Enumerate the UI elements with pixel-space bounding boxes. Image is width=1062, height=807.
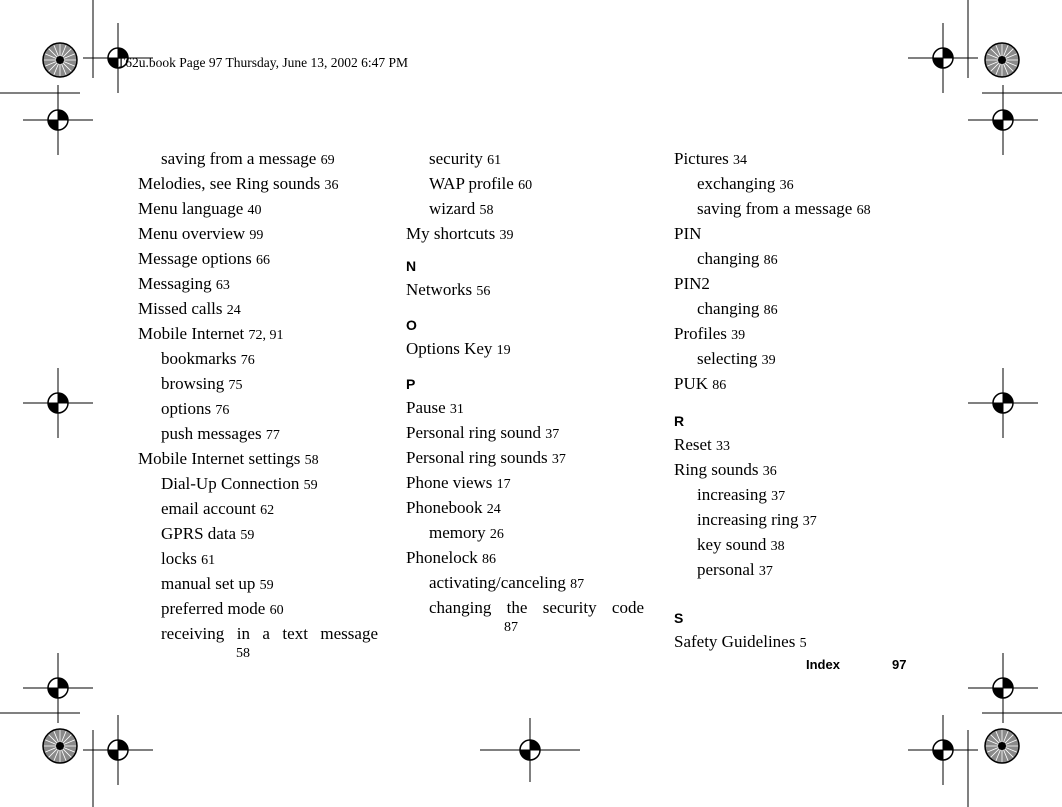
entry-term: Menu language [138, 199, 244, 218]
entry-term: Menu overview [138, 224, 246, 243]
registration-mark-icon [968, 85, 1038, 155]
index-entry [674, 508, 924, 533]
entry-term: bookmarks [161, 349, 237, 368]
entry-term: Ring sounds [674, 460, 759, 479]
entry-page: 17 [496, 477, 511, 492]
entry-page: 37 [758, 564, 773, 579]
entry-page: 87 [504, 620, 518, 635]
entry-term: saving from a message [161, 149, 317, 168]
index-entry [406, 197, 644, 222]
index-column-3 [674, 147, 924, 655]
entry-page: 63 [215, 278, 230, 293]
entry-term: increasing [697, 485, 767, 504]
entry-page: 26 [489, 527, 504, 542]
entry-term: preferred mode [161, 599, 266, 618]
entry-page: 62 [260, 503, 275, 518]
index-entry [138, 472, 378, 497]
index-entry [138, 397, 378, 422]
index-entry [406, 521, 644, 546]
index-entry [406, 471, 644, 496]
entry-page: 99 [249, 228, 264, 243]
index-entry [674, 197, 924, 222]
index-entry [674, 222, 924, 247]
entry-term: Reset [674, 435, 712, 454]
index-entry [674, 297, 924, 322]
color-wheel-icon [43, 43, 77, 77]
entry-page: 77 [265, 428, 280, 443]
entry-term: selecting [697, 349, 758, 368]
entry-term: browsing [161, 374, 225, 393]
index-entry [406, 446, 644, 471]
index-entry [138, 422, 378, 447]
entry-term: WAP profile [429, 174, 514, 193]
entry-page: 59 [303, 478, 318, 493]
entry-page: 68 [856, 203, 871, 218]
index-entry [138, 222, 378, 247]
index-entry [138, 197, 378, 222]
registration-mark-icon [480, 718, 580, 782]
entry-term: locks [161, 549, 197, 568]
entry-page: 86 [763, 303, 778, 318]
entry-term: changing [697, 249, 760, 268]
section-letter: N [406, 258, 417, 274]
index-entry [138, 547, 378, 572]
entry-page: 58 [479, 203, 494, 218]
entry-term: wizard [429, 199, 476, 218]
index-entry [138, 447, 378, 472]
entry-page: 5 [799, 636, 807, 651]
entry-page: 86 [712, 378, 727, 393]
entry-term: key sound [697, 535, 767, 554]
index-entry [138, 147, 378, 172]
index-entry [674, 247, 924, 272]
index-entry [674, 630, 924, 655]
entry-page: 75 [228, 378, 243, 393]
entry-page: 60 [518, 178, 533, 193]
index-entry [138, 572, 378, 597]
entry-page: 39 [761, 353, 776, 368]
footer-section: Index [806, 657, 840, 672]
entry-page: 37 [545, 427, 560, 442]
entry-page: 36 [779, 178, 794, 193]
entry-page: 76 [240, 353, 255, 368]
entry-page: 72, 91 [248, 328, 284, 343]
entry-page: 66 [256, 253, 271, 268]
entry-page: 56 [476, 284, 491, 299]
entry-term: Options Key [406, 339, 493, 358]
entry-term: Dial-Up Connection [161, 474, 300, 493]
index-entry [138, 322, 378, 347]
entry-term: activating/canceling [429, 573, 566, 592]
index-entry [138, 272, 378, 297]
entry-term: security [429, 149, 483, 168]
entry-term: Safety Guidelines [674, 632, 796, 651]
index-entry [138, 247, 378, 272]
color-wheel-icon [43, 729, 77, 763]
index-entry [674, 272, 924, 297]
index-entry [674, 322, 924, 347]
entry-term: Personal ring sounds [406, 448, 548, 467]
entry-page: 58 [304, 453, 319, 468]
index-entry [406, 571, 644, 596]
entry-term: Mobile Internet [138, 324, 245, 343]
registration-mark-icon [23, 85, 93, 155]
entry-page: 39 [499, 228, 514, 243]
index-entry [406, 172, 644, 197]
index-entry [138, 522, 378, 547]
index-entry [406, 337, 644, 362]
color-wheel-icon [985, 43, 1019, 77]
entry-term: Phone views [406, 473, 493, 492]
index-entry [138, 372, 378, 397]
index-entry [406, 396, 644, 421]
entry-term: options [161, 399, 212, 418]
index-entry [406, 222, 644, 247]
index-entry [138, 497, 378, 522]
entry-page: 69 [320, 153, 335, 168]
entry-page: 87 [570, 577, 585, 592]
entry-term: manual set up [161, 574, 256, 593]
section-letter: R [674, 413, 685, 429]
index-entry [674, 372, 924, 397]
index-entry [674, 458, 924, 483]
entry-page: 59 [259, 578, 274, 593]
entry-term: saving from a message [697, 199, 853, 218]
entry-term: changing [697, 299, 760, 318]
index-column-1 [138, 147, 378, 663]
entry-term: Message options [138, 249, 252, 268]
entry-page: 24 [226, 303, 241, 318]
entry-page: 37 [551, 452, 566, 467]
index-entry [406, 278, 644, 303]
registration-mark-icon [968, 368, 1038, 438]
entry-page: 61 [201, 553, 216, 568]
index-entry [674, 483, 924, 508]
entry-page: 36 [324, 178, 339, 193]
section-letter: P [406, 376, 416, 392]
entry-page: 36 [762, 464, 777, 479]
entry-page: 37 [802, 514, 817, 529]
index-entry: receiving in a text message [161, 624, 378, 643]
entry-page: 24 [486, 502, 501, 517]
entry-term: Personal ring sound [406, 423, 542, 442]
entry-term: Phonebook [406, 498, 483, 517]
entry-page: 31 [449, 402, 464, 417]
entry-term: PUK [674, 374, 709, 393]
index-entry [406, 421, 644, 446]
index-entry [674, 147, 924, 172]
entry-term: personal [697, 560, 755, 579]
index-entry [406, 147, 644, 172]
index-entry: changing the security code [429, 598, 644, 617]
index-entry [674, 533, 924, 558]
entry-term: Networks [406, 280, 473, 299]
entry-page: 76 [215, 403, 230, 418]
entry-page: 34 [733, 153, 748, 168]
entry-page: 33 [716, 439, 731, 454]
entry-term: push messages [161, 424, 262, 443]
entry-term: Missed calls [138, 299, 223, 318]
entry-term: Messaging [138, 274, 212, 293]
entry-term: PIN [674, 224, 702, 243]
index-column-2 [406, 147, 644, 637]
entry-page: 19 [496, 343, 511, 358]
index-entry [406, 496, 644, 521]
entry-page: 40 [247, 203, 262, 218]
entry-term: Phonelock [406, 548, 478, 567]
registration-mark-icon [23, 368, 93, 438]
index-entry [138, 597, 378, 622]
section-letter: O [406, 317, 417, 333]
entry-term: My shortcuts [406, 224, 496, 243]
entry-term: Mobile Internet settings [138, 449, 301, 468]
entry-page: 86 [763, 253, 778, 268]
index-entry [406, 546, 644, 571]
entry-page: 37 [771, 489, 786, 504]
entry-page: 39 [731, 328, 746, 343]
entry-page: 61 [487, 153, 502, 168]
index-entry [674, 433, 924, 458]
entry-term: Profiles [674, 324, 727, 343]
entry-page: 58 [236, 646, 250, 661]
index-entry [674, 347, 924, 372]
entry-term: increasing ring [697, 510, 799, 529]
index-entry [138, 297, 378, 322]
entry-term: Pause [406, 398, 446, 417]
entry-term: email account [161, 499, 256, 518]
entry-term: Melodies, see Ring sounds [138, 174, 321, 193]
index-entry [674, 172, 924, 197]
entry-term: Pictures [674, 149, 729, 168]
entry-term: PIN2 [674, 274, 710, 293]
entry-term: memory [429, 523, 486, 542]
entry-page: 86 [482, 552, 497, 567]
entry-page: 38 [770, 539, 785, 554]
entry-page: 59 [240, 528, 255, 543]
index-entry [674, 558, 924, 583]
page-number: 97 [892, 657, 907, 672]
entry-term: exchanging [697, 174, 776, 193]
color-wheel-icon [985, 729, 1019, 763]
index-entry [138, 172, 378, 197]
section-letter: S [674, 610, 684, 626]
index-entry [138, 347, 378, 372]
book-header: T62u.book Page 97 Thursday, June 13, 2002 6:47 PM [117, 55, 408, 70]
entry-term: GPRS data [161, 524, 237, 543]
entry-page: 60 [269, 603, 284, 618]
